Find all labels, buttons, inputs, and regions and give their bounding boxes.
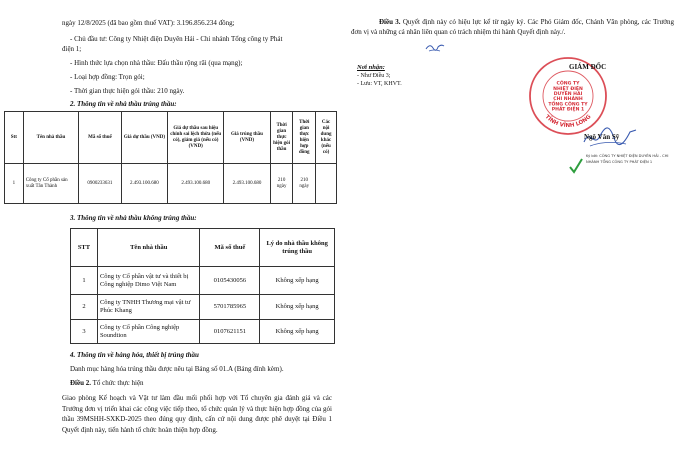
- cell-stt: 1: [5, 164, 24, 204]
- header-package-time: Thời gian thực hiện gói thầu: [270, 112, 293, 164]
- header-tax-code: Mã số thuế: [200, 229, 260, 267]
- digital-signature-text: Ký bởi: CÔNG TY NHIỆT ĐIỆN DUYÊN HẢI - CHI NHÁNH TỔNG CÔNG TY PHÁT ĐIỆN 1: [586, 154, 669, 164]
- cell-stt: 2: [71, 295, 98, 320]
- stamp-ring-text: TỈNH VĨNH LONG: [543, 114, 593, 130]
- director-title: GIÁM ĐỐC: [569, 63, 607, 71]
- article2-title: Tổ chức thực hiện: [92, 379, 144, 387]
- header-reason: Lý do nhà thầu không trúng thầu: [260, 229, 335, 267]
- header-bid-price: Giá dự thầu (VND): [121, 112, 167, 164]
- table-row: [71, 295, 335, 320]
- header-other: Các nội dung khác (nếu có): [316, 112, 337, 164]
- header-bidder-name: Tên nhà thầu: [23, 112, 78, 164]
- contract-type-line: - Loại hợp đồng: Trọn gói;: [70, 73, 145, 81]
- cell-package-time: 210 ngày: [270, 164, 293, 204]
- price-line: ngày 12/8/2025 (đã bao gồm thuế VAT): 3.196.856.234 đồng;: [62, 19, 235, 27]
- cell-tax-code: 0900233631: [79, 164, 122, 204]
- initials-icon: [424, 40, 446, 54]
- execution-time-line: - Thời gian thực hiện gói thầu: 210 ngày.: [70, 87, 185, 95]
- article2-heading: [70, 379, 144, 387]
- cell-tax-code: 5701785965: [200, 295, 260, 320]
- investor-line-1: - Chủ đầu tư: Công ty Nhiệt điện Duyên Hải - Chi nhánh Tổng công ty Phát: [70, 35, 283, 43]
- investor-line-2: điện 1;: [62, 45, 82, 53]
- cell-bidder-name: Công ty Cổ phần sản xuất Tân Thành: [23, 164, 78, 204]
- table-row: [71, 267, 335, 295]
- cell-bidder-name: Công ty TNHH Thương mại vật tư Phúc Khang: [97, 295, 200, 320]
- signer-name: Ngô Văn Sỹ: [584, 133, 620, 141]
- article3-text: Quyết định này có hiệu lực kể từ ngày ký. Các Phó Giám đốc, Chánh Văn phòng, các Trưởng đơn vị và những cá nhân liên quan có trách nhiệm thi hành Quyết định này./.: [351, 18, 674, 36]
- cell-bid-price: 2.493.100.680: [121, 164, 167, 204]
- checkmark-icon: [568, 156, 584, 176]
- section3-title: 3. Thông tin về nhà thầu không trúng thầu:: [70, 214, 197, 222]
- table-header-row: [5, 112, 337, 164]
- article3-label: Điều 3.: [379, 18, 401, 26]
- recipient-item: - Như Điều 3;: [357, 73, 391, 79]
- losing-bidders-table: [70, 228, 335, 344]
- selection-form-line: - Hình thức lựa chọn nhà thầu: Đấu thầu rộng rãi (qua mạng);: [70, 59, 243, 67]
- cell-contract-time: 210 ngày: [293, 164, 316, 204]
- cell-stt: 1: [71, 267, 98, 295]
- winning-bidder-table: [4, 111, 337, 204]
- cell-reason: Không xếp hạng: [260, 267, 335, 295]
- stamp-center-text: CÔNG TY NHIỆT ĐIỆN DUYÊN HẢI CHI NHÁNH TỔNG CÔNG TY PHÁT ĐIỆN 1: [548, 81, 588, 113]
- section4-title: 4. Thông tin về hàng hóa, thiết bị trúng thầu: [70, 351, 199, 359]
- cell-other: [316, 164, 337, 204]
- cell-stt: 3: [71, 320, 98, 344]
- cell-adjusted-price: 2.493.100.680: [168, 164, 224, 204]
- cell-reason: Không xếp hạng: [260, 295, 335, 320]
- cell-tax-code: 0105430056: [200, 267, 260, 295]
- header-tax-code: Mã số thuế: [79, 112, 122, 164]
- section2-title: 2. Thông tin về nhà thầu trúng thầu:: [70, 100, 177, 108]
- cell-bidder-name: Công ty Cổ phần vật tư và thiết bị Công nghiệp Dimo Việt Nam: [97, 267, 200, 295]
- cell-winning-price: 2.493.100.680: [224, 164, 270, 204]
- header-stt: STT: [71, 229, 98, 267]
- header-adjusted-price: Giá dự thầu sau hiệu chỉnh sai lệch thừa (nếu có), giảm giá (nếu có) (VND): [168, 112, 224, 164]
- header-winning-price: Giá trúng thầu (VND): [224, 112, 270, 164]
- recipient-item: - Lưu: VT, KHVT.: [357, 81, 402, 87]
- article2-label: Điều 2.: [70, 379, 91, 387]
- cell-bidder-name: Công ty Cổ phần Công nghiệp Soundtion: [97, 320, 200, 344]
- article2-text: Giao phòng Kế hoạch và Vật tư làm đầu mối phối hợp với Tổ chuyên gia đánh giá và các Trưởng đơn vị triển khai các công việc tiếp theo, tổ chức quản lý và thực hiện hợp đồng của gói thầu 39MSHH-SXKD-2025 theo đúng quy định, cấn cứ nội dung được phê duyệt tại Điều 1 Quyết định này, tiến hành tổ chức hoàn thiện hợp đồng.: [62, 394, 332, 434]
- table-row: [71, 320, 335, 344]
- table-header-row: [71, 229, 335, 267]
- digital-signature-block: [568, 154, 674, 180]
- section4-text: Danh mục hàng hóa trúng thầu được nêu tại Bảng số 01.A (Bảng đính kèm).: [70, 365, 284, 373]
- cell-reason: Không xếp hạng: [260, 320, 335, 344]
- article3-paragraph: [351, 17, 674, 37]
- header-bidder-name: Tên nhà thầu: [97, 229, 200, 267]
- header-stt: Stt: [5, 112, 24, 164]
- recipients-title: Nơi nhận:: [357, 64, 385, 71]
- header-contract-time: Thời gian thực hiện hợp đồng: [293, 112, 316, 164]
- table-row: [5, 164, 337, 204]
- cell-tax-code: 0107621151: [200, 320, 260, 344]
